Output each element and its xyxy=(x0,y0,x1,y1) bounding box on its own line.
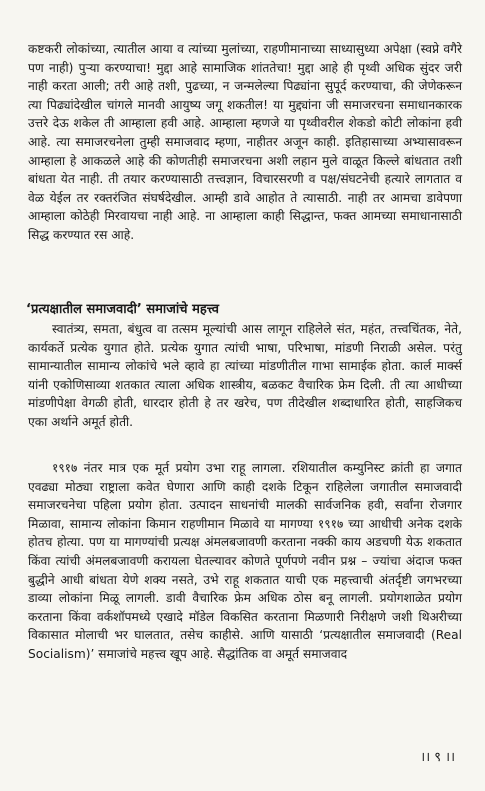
body-paragraph-1: कष्टकरी लोकांच्या, त्यातील आया व त्यांच्या मुलांच्या, राहणीमानाच्या साध्यासुध्या अपेक्षा (स्वप्ने वगैरे पण नाही) पुऱ्या करण्याचा! मुद्दा आहे सामाजिक शांततेचा! मुद्दा आहे ही पृथ्वी अधिक सुंदर जरी नाही करता आली; तरी आहे तशी, पुढच्या, न जन्मलेल्या पिढ्यांना सुपूर्द करण्याचा, की जेणेकरून त्या पिढ्यांदेखील चांगले मानवी आयुष्य जगू शकतील! या मुद्द्यांना जी समाजरचना समाधानकारक उत्तरे देऊ शकेल ती आम्हाला हवी आहे. आम्हाला म्हणजे या पृथ्वीवरील शेकडो कोटी लोकांना हवी आहे. त्या समाजरचनेला तुम्ही समाजवाद म्हणा, नाहीतर अजून काही. इतिहासाच्या अभ्यासावरून आम्हाला हे आकळले आहे की कोणतीही समाजरचना अशी लहान मुले वाळूत किल्ले बांधतात तशी बांधता येत नाही. ती तयार करण्यासाठी तत्त्वज्ञान, विचारसरणी व पक्ष/संघटनेची हत्यारे लागतात व वेळ येईल तर रक्तरंजित संघर्षदेखील. आम्ही डावे आहोत ते त्यासाठी. नाही तर आमचा डावेपणा आम्हाला कोठेही मिरवायचा नाही आहे. ना आम्हाला काही सिद्धान्त, फक्त आमच्या समाधानासाठी सिद्ध करण्यात रस आहे. xyxy=(28,42,462,242)
body-paragraph-3: १९१७ नंतर मात्र एक मूर्त प्रयोग उभा राहू लागला. रशियातील कम्युनिस्ट क्रांती हा जगात एवढ्या मोठ्या राष्ट्राला कवेत घेणारा आणि काही दशके टिकून राहिलेला जगातील समाजवादी समाजरचनेचा पहिला प्रयोग होता. उत्पादन साधनांची मालकी सार्वजनिक हवी, सर्वांना रोजगार मिळावा, सामान्य लोकांना किमान राहणीमान मिळावे या मागण्या १९१७ च्या आधीची अनेक दशके होतच होत्या. पण या मागण्यांची प्रत्यक्ष अंमलबजावणी करताना नक्की काय अडचणी येऊ शकतात किंवा त्यांची अंमलबजावणी करायला घेतल्यावर कोणते पूर्णपणे नवीन प्रश्न – ज्यांचा अंदाज फक्त बुद्धीने आधी बांधता येणे शक्य नसते, उभे राहू शकतात याची एक महत्त्वाची अंतर्दृष्टी जगभरच्या डाव्या लोकांना मिळू लागली. डावी वैचारिक फ्रेम अधिक ठोस बनू लागली. प्रयोगशाळेत प्रयोग करताना किंवा वर्कशॉपमध्ये एखादे मॉडेल विकसित करताना मिळणारी निरीक्षणे जशी थिअरीच्या विकासात मोलाची भर घालतात, तसेच काहीसे. आणि यासाठी ‘प्रत्यक्षातील समाजवादी (Real Socialism)’ समाजांचे महत्त्व खूप आहे. सैद्धांतिक वा अमूर्त समाजवाद xyxy=(28,461,462,661)
body-paragraph-2: स्वातंत्र्य, समता, बंधुत्व वा तत्सम मूल्यांची आस लागून राहिलेले संत, महंत, तत्त्वचिंतक, नेते, कार्यकर्ते प्रत्येक युगात होते. प्रत्येक युगात त्यांची भाषा, परिभाषा, मांडणी निराळी असेल. परंतु सामान्यातील सामान्य लोकांचे भले व्हावे हा त्यांच्या मांडणीतील गाभा सामाईक होता. कार्ल मार्क्स यांनी एकोणिसाव्या शतकात त्याला अधिक शास्त्रीय, बळकट वैचारिक फ्रेम दिली. ती त्या आधीच्या मांडणीपेक्षा वेगळी होती, धारदार होती हे तर खरेच, पण तीदेखील शब्दाधारित होती, साहजिकच एका अर्थाने अमूर्त होती. xyxy=(28,322,462,429)
page-number: ।। ९ ।। xyxy=(420,750,455,765)
section-heading: ‘प्रत्यक्षातील समाजवादी’ समाजांचे महत्त्व xyxy=(26,302,220,317)
